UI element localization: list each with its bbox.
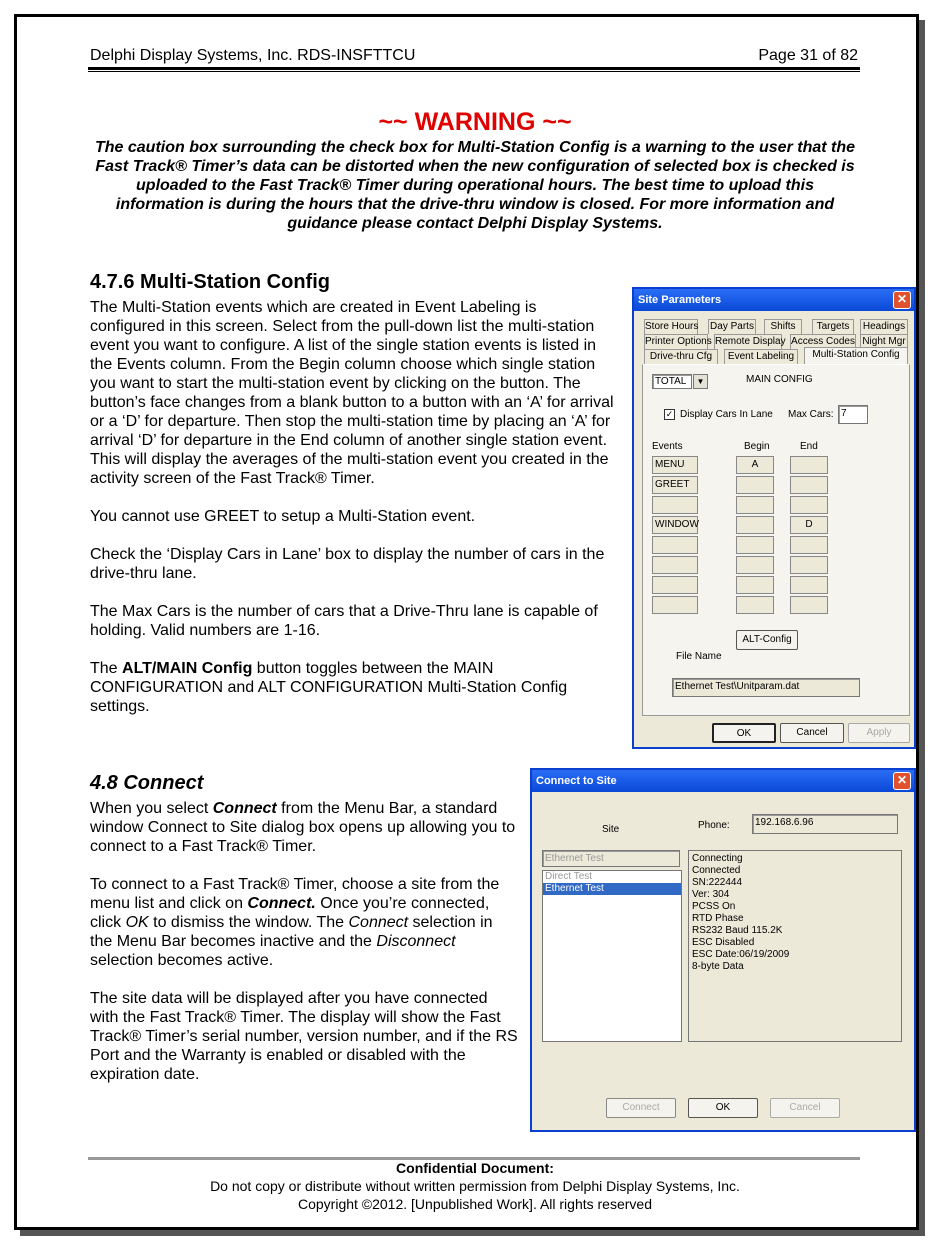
info-line: PCSS On — [692, 901, 736, 912]
tab-printer-options[interactable]: Printer Options — [645, 336, 712, 347]
ok-button[interactable]: OK — [712, 723, 776, 743]
display-cars-label: Display Cars In Lane — [680, 409, 773, 420]
event-cell — [652, 536, 698, 554]
begin-button[interactable] — [736, 536, 774, 554]
info-line: 8-byte Data — [692, 961, 744, 972]
text-run: Once you’re connected, click — [90, 895, 490, 931]
footer-copyright: Copyright ©2012. [Unpublished Work]. All rights reserved — [297, 1196, 652, 1212]
warning-title: ~~ WARNING ~~ — [378, 108, 572, 136]
end-column-header: End — [800, 441, 818, 452]
section-4-8-body — [90, 799, 518, 1103]
info-line: SN:222444 — [692, 877, 743, 888]
event-cell: WINDOW — [652, 516, 698, 534]
tab-access-codes[interactable]: Access Codes — [791, 336, 855, 347]
events-column-header: Events — [652, 441, 683, 452]
site-list — [542, 870, 682, 1042]
section-4-7-6-body — [90, 298, 615, 735]
section-4-7-6-heading: 4.7.6 Multi-Station Config — [90, 271, 330, 293]
text-run: To connect to a Fast Track® Timer, choose a site from the menu list and click on — [90, 876, 500, 912]
event-cell — [652, 496, 698, 514]
tab-night-mgr[interactable]: Night Mgr — [860, 334, 908, 349]
ok-button[interactable]: OK — [688, 1098, 758, 1118]
info-line: Connected — [692, 865, 741, 876]
text-run: from the Menu Bar, a standard window Connect to Site dialog box opens up allowing you to connect to a Fast Track® Timer. — [90, 800, 516, 855]
tab-headings[interactable]: Headings — [860, 319, 908, 334]
text-run: selection in the Menu Bar becomes inactive and the — [90, 914, 493, 950]
paragraph — [90, 659, 615, 716]
phone-label: Phone: — [698, 820, 730, 831]
end-button[interactable] — [790, 556, 828, 574]
tab-store-hours[interactable]: Store Hours — [645, 321, 699, 332]
info-line: ESC Date:06/19/2009 — [692, 949, 790, 960]
text-run-bold: Connect — [212, 800, 277, 817]
footer-title: Confidential Document: — [396, 1160, 554, 1176]
begin-button[interactable] — [736, 496, 774, 514]
chevron-down-icon[interactable]: ▼ — [693, 374, 708, 389]
alt-config-button[interactable]: ALT-Config — [736, 630, 798, 650]
paragraph: Check the ‘Display Cars in Lane’ box to display the number of cars in the drive-thru lane. — [90, 546, 605, 582]
info-line: Ver: 304 — [692, 889, 730, 900]
tab-drive-thru-cfg[interactable]: Drive-thru Cfg — [644, 349, 718, 364]
warning-text: The caution box surrounding the check box for Multi-Station Config is a warning to the user that the Fast Track® Timer’s data can be distorted when the new configuration of selected box is checked is uploaded to the Fast Track® Timer during operational hours. The best time to upload this information is during the hours that the drive-thru window is closed. For more information and guidance please contact Delphi Display Systems. — [94, 139, 856, 232]
begin-button[interactable] — [736, 516, 774, 534]
begin-button[interactable] — [736, 576, 774, 594]
event-cell: GREET — [652, 476, 698, 494]
tab-multi-station-config[interactable]: Multi-Station Config — [804, 347, 908, 364]
close-icon[interactable]: ✕ — [893, 291, 911, 309]
text-run: selection becomes active. — [90, 952, 274, 969]
tab-event-labeling[interactable]: Event Labeling — [724, 349, 798, 364]
info-line: RTD Phase — [692, 913, 744, 924]
tab-targets[interactable]: Targets — [812, 319, 854, 334]
header-rule — [88, 67, 860, 70]
info-line: Connecting — [692, 853, 743, 864]
begin-column-header: Begin — [744, 441, 770, 452]
info-line: ESC Disabled — [692, 937, 755, 948]
text-run: The — [90, 660, 123, 677]
info-line: RS232 Baud 115.2K — [692, 925, 783, 936]
end-button[interactable] — [790, 496, 828, 514]
site-label: Site — [602, 824, 620, 835]
site-field[interactable]: Ethernet Test — [542, 850, 680, 867]
config-label: MAIN CONFIG — [746, 374, 813, 385]
file-name-field: Ethernet Test\Unitparam.dat — [672, 678, 860, 697]
paragraph: The Max Cars is the number of cars that a Drive-Thru lane is capable of holding. Valid numbers are 1-16. — [90, 603, 598, 639]
cancel-button[interactable]: Cancel — [770, 1098, 840, 1118]
header-left: Delphi Display Systems, Inc. RDS-INSFTTCU — [90, 47, 416, 64]
tab-shifts[interactable]: Shifts — [764, 319, 802, 334]
begin-button[interactable]: A — [736, 456, 774, 474]
paragraph — [90, 875, 518, 970]
dialog-title: Site Parameters — [638, 294, 722, 306]
site-parameters-dialog — [632, 287, 916, 749]
dialog-title-bar — [634, 289, 914, 311]
text-run-italic: Connect — [348, 914, 409, 931]
end-button[interactable] — [790, 476, 828, 494]
end-button[interactable]: D — [790, 516, 828, 534]
paragraph — [90, 799, 518, 856]
max-cars-label: Max Cars: — [788, 409, 834, 420]
file-name-label: File Name — [676, 651, 722, 662]
paragraph: The Multi-Station events which are created in Event Labeling is configured in this screen. Select from the pull-down list the multi-station event you want to configure. A list of the single station events is listed in the Events column. From the Begin column choose which single station you want to start the multi-station event by clicking on the button. The button’s face changes from a blank button to a button with an ‘A’ for arrival or a ‘D’ for departure. Then stop the multi-station time by placing an ‘A’ for arrival ‘D’ for departure in the End column of another single station event. This will display the averages of the multi-station event you created in the activity screen of the Fast Track® Timer. — [90, 299, 614, 487]
info-lines — [689, 851, 901, 973]
event-cell: MENU — [652, 456, 698, 474]
connect-button[interactable]: Connect — [606, 1098, 676, 1118]
text-run-bold: Connect. — [247, 895, 316, 912]
max-cars-input[interactable]: 7 — [838, 405, 868, 424]
footer-notice: Do not copy or distribute without written permission from Delphi Display Systems, Inc. — [210, 1178, 740, 1194]
text-run-italic: Disconnect — [376, 933, 456, 950]
connection-info-panel — [688, 850, 902, 1042]
text-run-bold: ALT/MAIN Config — [122, 660, 253, 677]
header-page-number: Page 31 of 82 — [758, 47, 858, 64]
multi-station-dropdown[interactable]: TOTAL — [652, 374, 692, 389]
end-button[interactable] — [790, 456, 828, 474]
display-cars-checkbox[interactable]: ✓ — [665, 409, 674, 419]
list-item-selected[interactable]: Ethernet Test — [543, 883, 681, 895]
text-run: to dismiss the window. The — [148, 914, 349, 931]
end-button[interactable] — [790, 576, 828, 594]
begin-button[interactable] — [736, 476, 774, 494]
event-cell — [652, 556, 698, 574]
begin-button[interactable] — [736, 596, 774, 614]
event-cell — [652, 596, 698, 614]
text-run-italic: OK — [125, 914, 149, 931]
section-4-8-heading: 4.8 Connect — [90, 772, 204, 794]
dialog-title-bar — [532, 770, 914, 792]
header-rule-thin — [88, 71, 860, 72]
text-run: button toggles between the MAIN CONFIGURATION and ALT CONFIGURATION Multi-Station Config settings. — [90, 660, 568, 715]
cancel-button[interactable]: Cancel — [780, 723, 844, 743]
end-button[interactable] — [790, 536, 828, 554]
apply-button[interactable]: Apply — [848, 723, 910, 743]
tab-remote-display[interactable]: Remote Display — [715, 336, 786, 347]
dialog-title: Connect to Site — [536, 775, 617, 787]
paragraph: You cannot use GREET to setup a Multi-Station event. — [90, 508, 476, 525]
list-item[interactable]: Direct Test — [545, 871, 593, 882]
text-run: When you select — [90, 800, 213, 817]
tab-day-parts[interactable]: Day Parts — [708, 319, 756, 334]
event-cell — [652, 576, 698, 594]
begin-button[interactable] — [736, 556, 774, 574]
phone-field: 192.168.6.96 — [752, 814, 898, 834]
connect-to-site-dialog — [530, 768, 916, 1132]
end-button[interactable] — [790, 596, 828, 614]
paragraph: The site data will be displayed after you have connected with the Fast Track® Timer. The display will show the Fast Track® Timer’s serial number, version number, and if the RS Port and the Warranty is enabled or disabled with the expiration date. — [90, 990, 518, 1083]
close-icon[interactable]: ✕ — [893, 772, 911, 790]
